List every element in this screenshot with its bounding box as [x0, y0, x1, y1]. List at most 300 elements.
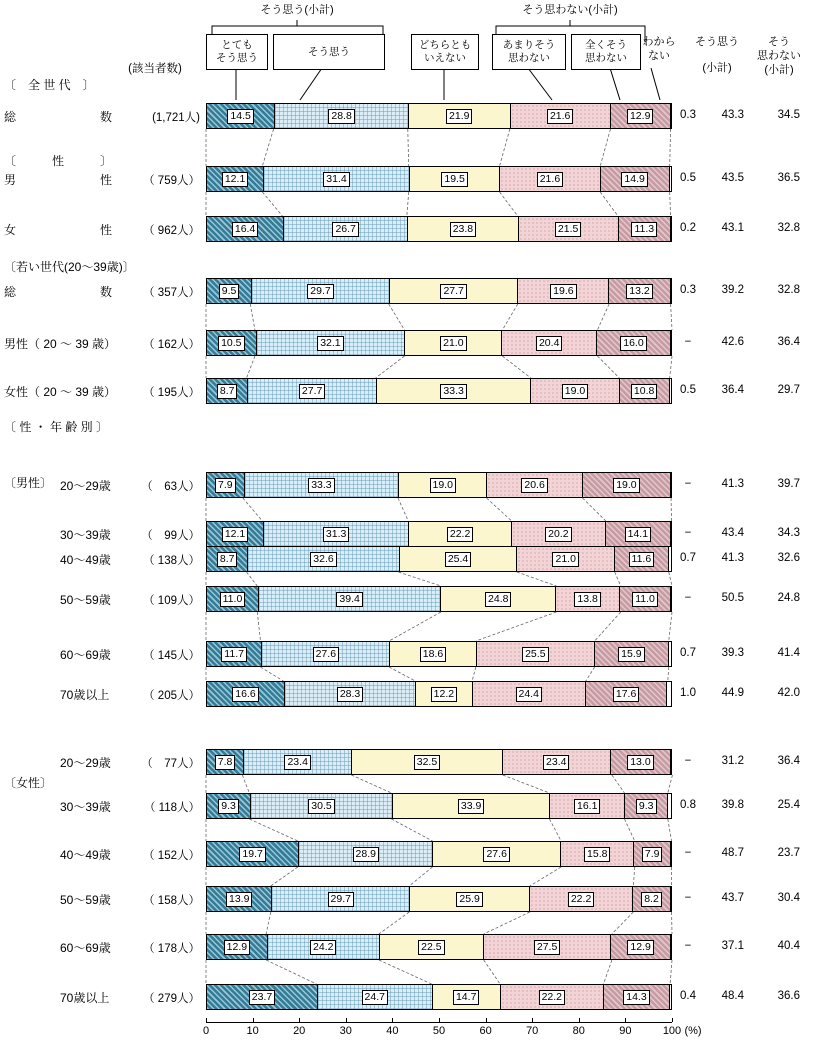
dont-know-value: 0.3 — [680, 109, 696, 121]
bar-segment-strongly-disagree — [633, 842, 670, 866]
axis-tick-mark — [625, 1018, 626, 1022]
row-n-label: （ 99人） — [141, 530, 200, 542]
bar-segment-dont-know — [670, 887, 671, 911]
axis-tick-mark — [532, 1018, 533, 1022]
bar-segment-dont-know — [670, 279, 671, 303]
segment-value-label: 12.9 — [627, 109, 653, 124]
disagree-subtotal-value: 25.4 — [777, 799, 800, 811]
dont-know-value: 0.5 — [680, 384, 696, 396]
bar-segment-neither — [351, 750, 501, 774]
disagree-subtotal-value: 36.4 — [777, 336, 800, 348]
bar-segment-agree — [298, 842, 432, 866]
segment-value-label: 39.4 — [336, 592, 362, 607]
bar-segment-somewhat-disagree — [530, 379, 618, 403]
legend-box-4 — [571, 34, 641, 70]
row-label: 男性（ 20 〜 39 歳） — [4, 337, 117, 351]
legend-box-3 — [492, 34, 566, 70]
bar-segment-neither — [404, 331, 501, 355]
stacked-bar — [206, 103, 672, 129]
segment-value-label: 21.5 — [555, 222, 581, 237]
segment-value-label: 15.8 — [584, 847, 610, 862]
bar-segment-very-agree — [207, 279, 251, 303]
segment-value-label: 29.7 — [307, 284, 333, 299]
disagree-subtotal-value: 32.8 — [777, 284, 800, 296]
segment-value-label: 23.7 — [249, 990, 275, 1005]
bar-segment-neither — [415, 682, 472, 706]
segment-value-label: 31.3 — [323, 527, 349, 542]
group-label-male: 〔男性〕 — [4, 476, 53, 490]
row-label: 60〜69歳 — [60, 941, 111, 955]
disagree-subtotal-value: 32.8 — [777, 222, 800, 234]
stacked-bar — [206, 166, 672, 192]
legend-label-0b: そう思う — [216, 52, 258, 64]
segment-value-label: 16.6 — [232, 687, 258, 702]
bar-segment-agree — [283, 217, 407, 241]
bar-segment-neither — [409, 887, 529, 911]
disagree-subtotal-value: 29.7 — [777, 384, 800, 396]
axis-tick-label: 80 — [572, 1025, 585, 1037]
bar-segment-strongly-disagree — [619, 587, 670, 611]
right-header-agree-l2: (小計) — [702, 61, 732, 74]
row-n-label: （ 162人） — [143, 339, 200, 351]
group-label-all: 〔 全 世 代 〕 — [4, 78, 95, 92]
legend-label-3b: 思わない — [508, 52, 550, 64]
disagree-subtotal-value: 36.5 — [777, 172, 800, 184]
segment-value-label: 32.1 — [317, 336, 343, 351]
segment-value-label: 25.9 — [456, 892, 482, 907]
dont-know-value: 0.2 — [680, 222, 696, 234]
segment-value-label: 16.4 — [232, 222, 258, 237]
segment-value-label: 14.3 — [623, 990, 649, 1005]
bar-segment-very-agree — [207, 331, 256, 355]
segment-value-label: 30.5 — [308, 799, 334, 814]
agree-subtotal-value: 43.5 — [721, 172, 744, 184]
dont-know-value: 0.7 — [680, 552, 696, 564]
stacked-bar — [206, 521, 672, 547]
segment-value-label: 15.9 — [618, 647, 644, 662]
bar-segment-dont-know — [668, 547, 671, 571]
legend-label-4b: 思わない — [585, 52, 627, 64]
row-label: 30〜39歳 — [60, 800, 111, 814]
segment-value-label: 11.7 — [221, 647, 247, 662]
bar-segment-very-agree — [207, 935, 267, 959]
segment-value-label: 20.6 — [521, 478, 547, 493]
bar-segment-agree — [284, 682, 415, 706]
axis-tick-label: 40 — [386, 1025, 399, 1037]
stacked-bar — [206, 216, 672, 242]
bar-segment-dont-know — [669, 379, 671, 403]
bar-segment-strongly-disagree — [610, 935, 670, 959]
row-label: 50〜59歳 — [60, 593, 111, 607]
segment-value-label: 19.0 — [430, 478, 456, 493]
axis-tick-label: 30 — [339, 1025, 352, 1037]
bar-segment-agree — [267, 935, 379, 959]
segment-value-label: 18.6 — [420, 647, 446, 662]
segment-value-label: 27.5 — [534, 940, 560, 955]
axis-tick-label: 50 — [432, 1025, 446, 1037]
axis-tick-label: 70 — [526, 1025, 539, 1037]
legend-label-5b: ない — [648, 49, 670, 62]
bar-segment-neither — [408, 522, 511, 546]
bar-segment-strongly-disagree — [582, 473, 670, 497]
bar-segment-agree — [256, 331, 405, 355]
legend-label-3a: あまりそう — [502, 39, 556, 52]
dont-know-value: − — [684, 336, 692, 348]
row-n-label: （ 759人） — [143, 175, 200, 187]
dont-know-value: 0.3 — [680, 284, 696, 296]
stacked-bar — [206, 681, 672, 707]
row-n-label: （ 118人） — [143, 802, 200, 814]
bar-segment-agree — [247, 547, 398, 571]
segment-value-label: 12.1 — [222, 527, 248, 542]
bar-segment-neither — [440, 587, 555, 611]
disagree-subtotal-value: 23.7 — [777, 847, 800, 859]
segment-value-label: 24.4 — [516, 687, 542, 702]
segment-value-label: 23.4 — [543, 755, 569, 770]
segment-value-label: 33.9 — [458, 799, 484, 814]
dont-know-value: − — [684, 592, 692, 604]
segment-value-label: 19.0 — [562, 384, 588, 399]
dont-know-value: 0.5 — [680, 172, 696, 184]
bar-segment-strongly-disagree — [614, 547, 668, 571]
bar-segment-somewhat-disagree — [501, 331, 595, 355]
dont-know-value: − — [684, 892, 692, 904]
stacked-bar — [206, 934, 672, 960]
bar-segment-somewhat-disagree — [499, 167, 599, 191]
bar-segment-neither — [376, 379, 531, 403]
bar-segment-agree — [261, 642, 389, 666]
segment-value-label: 10.5 — [218, 336, 244, 351]
segment-value-label: 8.7 — [217, 552, 238, 567]
segment-value-label: 7.9 — [642, 847, 663, 862]
segment-value-label: 21.0 — [552, 552, 578, 567]
bar-segment-strongly-disagree — [610, 104, 670, 128]
segment-value-label: 23.4 — [284, 755, 310, 770]
segment-value-label: 21.9 — [446, 109, 472, 124]
legend-label-1: そう思う — [308, 45, 350, 58]
bar-segment-very-agree — [207, 522, 263, 546]
stacked-bar — [206, 793, 672, 819]
agree-subtotal-value: 44.9 — [721, 687, 744, 699]
disagree-subtotal-value: 24.8 — [777, 592, 800, 604]
bar-segment-neither — [398, 473, 486, 497]
bar-segment-neither — [389, 642, 475, 666]
axis-line — [206, 1022, 672, 1023]
bar-segment-somewhat-disagree — [486, 473, 582, 497]
bar-segment-dont-know — [670, 217, 671, 241]
legend-box-2 — [411, 34, 479, 70]
axis-unit-label: (%) — [684, 1025, 702, 1037]
bar-segment-somewhat-disagree — [502, 750, 610, 774]
bar-segment-strongly-disagree — [585, 682, 667, 706]
disagree-subtotal-value: 32.6 — [777, 552, 800, 564]
axis-tick-label: 90 — [619, 1025, 632, 1037]
dont-know-value: 0.8 — [680, 799, 696, 811]
segment-value-label: 19.0 — [613, 478, 639, 493]
axis-tick-mark — [439, 1018, 440, 1022]
disagree-subtotal-value: 42.0 — [777, 687, 800, 699]
row-label: 70歳以上 — [60, 991, 110, 1005]
segment-value-label: 27.6 — [313, 647, 339, 662]
row-n-label: （ 109人） — [143, 595, 200, 607]
bar-segment-dont-know — [668, 642, 671, 666]
axis-tick-label: 10 — [246, 1025, 259, 1037]
segment-value-label: 28.8 — [328, 109, 354, 124]
bar-segment-dont-know — [666, 682, 671, 706]
segment-value-label: 14.5 — [227, 109, 253, 124]
n-column-header: (該当者数) — [128, 63, 182, 75]
bar-segment-strongly-disagree — [603, 985, 669, 1009]
segment-value-label: 11.0 — [632, 592, 658, 607]
bar-segment-somewhat-disagree — [511, 522, 605, 546]
stacked-bar — [206, 546, 672, 572]
bar-segment-very-agree — [207, 104, 274, 128]
dont-know-value: − — [684, 755, 692, 767]
segment-value-label: 33.3 — [440, 384, 466, 399]
segment-value-label: 28.9 — [353, 847, 379, 862]
row-n-label: （ 158人） — [143, 895, 200, 907]
segment-value-label: 27.7 — [299, 384, 325, 399]
segment-value-label: 26.7 — [332, 222, 358, 237]
segment-value-label: 33.3 — [308, 478, 334, 493]
bar-segment-neither — [408, 104, 510, 128]
segment-value-label: 9.3 — [218, 799, 239, 814]
bar-segment-very-agree — [207, 587, 258, 611]
segment-value-label: 13.2 — [626, 284, 652, 299]
disagree-subtotal-value: 34.5 — [777, 109, 800, 121]
bar-segment-neither — [409, 167, 499, 191]
row-label: 男 性 — [4, 173, 113, 187]
row-label: 20〜29歳 — [60, 479, 111, 493]
group-label-sex: 〔 性 〕 — [4, 154, 113, 168]
axis-tick-mark — [299, 1018, 300, 1022]
legend-box-5 — [636, 36, 682, 64]
group-label-young: 〔若い世代(20〜39歳)〕 — [4, 260, 135, 274]
legend-box-1 — [273, 34, 385, 70]
stacked-bar — [206, 378, 672, 404]
bar-segment-dont-know — [670, 331, 671, 355]
right-header-disagree-l1: そう — [768, 36, 790, 48]
bar-segment-somewhat-disagree — [549, 794, 624, 818]
segment-value-label: 14.9 — [621, 172, 647, 187]
segment-value-label: 21.6 — [537, 172, 563, 187]
agree-subtotal-value: 48.4 — [721, 990, 744, 1002]
bar-segment-agree — [274, 104, 408, 128]
agree-subtotal-value: 42.6 — [721, 336, 744, 348]
row-label: 60〜69歳 — [60, 648, 111, 662]
bar-segment-dont-know — [670, 587, 671, 611]
segment-value-label: 22.5 — [418, 940, 444, 955]
row-label: 30〜39歳 — [60, 528, 111, 542]
legend-label-5a: わから — [642, 36, 676, 48]
axis-tick-label: 0 — [202, 1025, 210, 1037]
bar-segment-dont-know — [669, 985, 671, 1009]
stacked-bar — [206, 278, 672, 304]
axis-tick-label: 100 — [662, 1025, 682, 1037]
bar-segment-very-agree — [207, 842, 298, 866]
segment-value-label: 8.7 — [217, 384, 238, 399]
segment-value-label: 9.3 — [636, 799, 657, 814]
bar-segment-very-agree — [207, 473, 244, 497]
bar-segment-very-agree — [207, 985, 317, 1009]
bar-segment-somewhat-disagree — [472, 682, 585, 706]
row-n-label: （ 279人） — [143, 993, 200, 1005]
bar-segment-somewhat-disagree — [560, 842, 633, 866]
segment-value-label: 19.5 — [441, 172, 467, 187]
agree-subtotal-value: 43.1 — [721, 222, 744, 234]
disagree-subtotal-value: 36.6 — [777, 990, 800, 1002]
row-label: 総 数 — [4, 285, 113, 299]
segment-value-label: 13.0 — [627, 755, 653, 770]
legend-box-0 — [206, 34, 268, 70]
segment-value-label: 24.8 — [485, 592, 511, 607]
row-label: 20〜29歳 — [60, 756, 111, 770]
segment-value-label: 11.0 — [220, 592, 246, 607]
segment-value-label: 23.8 — [450, 222, 476, 237]
stacked-bar — [206, 586, 672, 612]
dont-know-value: − — [684, 847, 692, 859]
row-n-label: （ 145人） — [143, 650, 200, 662]
segment-value-label: 10.8 — [631, 384, 657, 399]
bar-segment-strongly-disagree — [618, 217, 670, 241]
bar-segment-strongly-disagree — [608, 279, 669, 303]
segment-value-label: 31.4 — [323, 172, 349, 187]
segment-value-label: 27.7 — [440, 284, 466, 299]
axis-tick-label: 60 — [479, 1025, 492, 1037]
axis-tick-mark — [579, 1018, 580, 1022]
segment-value-label: 28.3 — [337, 687, 363, 702]
bar-segment-agree — [243, 750, 351, 774]
segment-value-label: 21.0 — [440, 336, 466, 351]
segment-value-label: 12.2 — [431, 687, 457, 702]
disagree-subtotal-value: 34.3 — [777, 527, 800, 539]
bar-segment-neither — [407, 217, 518, 241]
right-header-disagree — [750, 36, 808, 77]
dont-know-value: 0.7 — [680, 647, 696, 659]
bar-segment-neither — [432, 985, 500, 1009]
bar-segment-strongly-disagree — [594, 642, 668, 666]
agree-subtotal-value: 41.3 — [721, 478, 744, 490]
stacked-bar — [206, 472, 672, 498]
stacked-bar — [206, 841, 672, 867]
segment-value-label: 9.5 — [219, 284, 240, 299]
bar-segment-dont-know — [669, 167, 671, 191]
bar-segment-strongly-disagree — [619, 379, 669, 403]
dont-know-value: 0.4 — [680, 990, 696, 1002]
row-label: 50〜59歳 — [60, 893, 111, 907]
bar-segment-agree — [263, 167, 409, 191]
segment-value-label: 22.2 — [568, 892, 594, 907]
bar-segment-dont-know — [670, 104, 671, 128]
segment-value-label: 29.7 — [328, 892, 354, 907]
bar-segment-agree — [244, 473, 399, 497]
bar-segment-somewhat-disagree — [476, 642, 594, 666]
bar-segment-somewhat-disagree — [510, 104, 610, 128]
right-header-agree — [690, 36, 744, 76]
segment-value-label: 14.1 — [625, 527, 651, 542]
bar-segment-strongly-disagree — [596, 331, 670, 355]
disagree-subtotal-value: 36.4 — [777, 755, 800, 767]
stacked-bar — [206, 330, 672, 356]
legend-label-2b: いえない — [424, 52, 466, 64]
bar-segment-neither — [389, 279, 518, 303]
row-n-label: （ 77人） — [141, 758, 200, 770]
bar-segment-neither — [392, 794, 549, 818]
disagree-subtotal-value: 30.4 — [777, 892, 800, 904]
segment-value-label: 7.9 — [215, 478, 236, 493]
bar-segment-somewhat-disagree — [483, 935, 610, 959]
disagree-subtotal-annotation: そう思わない(小計) — [522, 4, 618, 16]
right-header-agree-l1: そう思う — [695, 36, 739, 48]
row-n-label: （ 178人） — [143, 943, 200, 955]
agree-subtotal-value: 41.3 — [721, 552, 744, 564]
stacked-bar — [206, 641, 672, 667]
right-header-disagree-l2: 思わない — [757, 49, 801, 62]
segment-value-label: 25.4 — [445, 552, 471, 567]
segment-value-label: 20.4 — [536, 336, 562, 351]
agree-subtotal-value: 43.4 — [721, 527, 744, 539]
agree-subtotal-value: 43.3 — [721, 109, 744, 121]
bar-segment-dont-know — [667, 794, 671, 818]
segment-value-label: 20.2 — [545, 527, 571, 542]
bar-segment-strongly-disagree — [605, 522, 670, 546]
dont-know-value: − — [684, 478, 692, 490]
legend-label-4a: 全くそう — [585, 39, 627, 52]
segment-value-label: 25.5 — [522, 647, 548, 662]
segment-value-label: 12.1 — [222, 172, 248, 187]
segment-value-label: 13.8 — [574, 592, 600, 607]
row-label: 70歳以上 — [60, 688, 110, 702]
bar-segment-dont-know — [670, 842, 671, 866]
bar-segment-dont-know — [670, 522, 671, 546]
row-n-label: （ 195人） — [143, 387, 200, 399]
segment-value-label: 16.0 — [620, 336, 646, 351]
bar-segment-very-agree — [207, 217, 283, 241]
bar-segment-agree — [263, 522, 408, 546]
bar-segment-neither — [399, 547, 517, 571]
dont-know-value: 1.0 — [680, 687, 696, 699]
row-n-label: （ 205人） — [143, 690, 200, 702]
agree-subtotal-value: 36.4 — [721, 384, 744, 396]
row-n-label: (1,721人) — [152, 112, 200, 124]
segment-value-label: 24.2 — [310, 940, 336, 955]
segment-value-label: 19.7 — [239, 847, 265, 862]
dont-know-value: − — [684, 940, 692, 952]
axis-tick-mark — [253, 1018, 254, 1022]
agree-subtotal-value: 37.1 — [721, 940, 744, 952]
segment-value-label: 12.9 — [627, 940, 653, 955]
disagree-subtotal-value: 41.4 — [777, 647, 800, 659]
agree-subtotal-value: 39.2 — [721, 284, 744, 296]
row-label: 40〜49歳 — [60, 553, 111, 567]
group-label-female: 〔女性〕 — [4, 776, 53, 790]
axis-tick-label: 20 — [293, 1025, 306, 1037]
bar-segment-neither — [432, 842, 560, 866]
bar-segment-somewhat-disagree — [555, 587, 619, 611]
bar-segment-very-agree — [207, 750, 243, 774]
bar-segment-very-agree — [207, 547, 247, 571]
bar-segment-somewhat-disagree — [500, 985, 603, 1009]
bar-segment-dont-know — [670, 473, 671, 497]
axis-tick-mark — [206, 1018, 207, 1022]
row-label: 女性（ 20 〜 39 歳） — [4, 385, 117, 399]
segment-value-label: 11.6 — [629, 552, 655, 567]
bar-segment-very-agree — [207, 642, 261, 666]
disagree-subtotal-value: 39.7 — [777, 478, 800, 490]
row-n-label: （ 63人） — [141, 481, 200, 493]
agree-subtotal-value: 39.8 — [721, 799, 744, 811]
bar-segment-strongly-disagree — [632, 887, 670, 911]
